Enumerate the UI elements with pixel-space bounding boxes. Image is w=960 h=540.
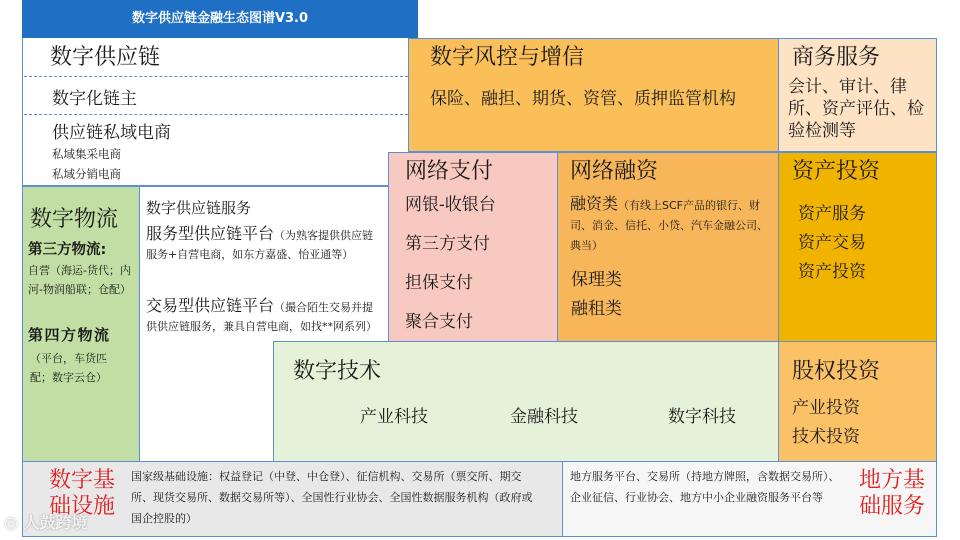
payment-item: 聚合支付 [405,312,473,332]
third-party-logistics-title: 第三方物流: [28,242,107,258]
digital-supply-chain-heading: 数字供应链 [50,45,161,70]
third-party-logistics-desc: 自营（海运-货代；内河-物润船联；仓配） [28,264,131,296]
asset-item: 资产投资 [798,262,866,282]
network-payment-heading: 网络支付 [405,159,494,184]
business-services-items: 会计、审计、律所、资产评估、检验检测等 [788,77,924,141]
collect-ecom-label: 私域集采电商 [52,147,121,161]
chain-master-label: 数字化链主 [52,89,137,109]
supply-chain-services-heading: 数字供应链服务 [146,199,252,217]
distribute-ecom-label: 私域分销电商 [52,167,121,181]
digital-infrastructure-desc: 国家级基础设施：权益登记（中登、中仓登）、征信机构、交易所（票交所、期交所、现货交易所、数据交易所等）、全国性行业协会、全国性数据服务机构（政府或国企控股的） [131,470,533,525]
watermark-text: 人鼓跨境 [23,513,88,532]
equity-item: 技术投资 [792,427,860,447]
tech-item: 产业科技 [360,407,428,427]
loan-block [570,194,768,256]
trade-platform-desc: （撮合陌生交易并提供供应链服务，兼具自营电商，如找**网系列） [146,301,377,333]
risk-control-items: 保险、融担、期货、资管、质押监管机构 [430,89,736,109]
factoring-label: 保理类 [571,270,622,290]
dashed-divider [24,114,408,115]
payment-item: 第三方支付 [405,234,490,254]
asset-investment-heading: 资产投资 [792,159,881,184]
tech-item: 金融科技 [510,407,578,427]
watermark-icon: ◎ [4,513,18,532]
equity-investment-heading: 股权投资 [792,359,881,384]
fourth-party-logistics-desc: （平台，车货匹配；数字云仓） [30,352,107,384]
digital-infrastructure-heading: 数字基础设施 [48,468,115,519]
asset-item: 资产服务 [798,204,866,224]
risk-control-heading: 数字风控与增信 [430,45,585,70]
trade-platform-title: 交易型供应链平台 [146,296,275,315]
watermark-logo [4,510,88,533]
loan-title: 融资类 [570,194,619,213]
fourth-party-logistics-title: 第四方物流 [28,326,111,344]
leasing-label: 融租类 [571,299,622,319]
dashed-divider [24,76,408,77]
service-platform-title: 服务型供应链平台 [146,224,275,243]
payment-item: 网银-收银台 [405,195,496,215]
local-services-desc: 地方服务平台、交易所（持地方牌照，含数据交易所）、企业征信、行业协会、地方中小企业融资服务平台等 [570,470,840,504]
private-ecom-label: 供应链私域电商 [52,123,171,143]
payment-item: 担保支付 [405,273,473,293]
tech-item: 数字科技 [668,407,736,427]
digital-tech-heading: 数字技术 [293,359,382,384]
page-title: 数字供应链金融生态图谱V3.0 [131,11,309,26]
service-platform-block [146,224,382,264]
loan-desc: （有线上SCF产品的银行、财司、消金、信托、小贷、汽车金融公司、典当） [570,199,768,252]
local-services-heading: 地方基础服务 [858,468,925,519]
business-services-heading: 商务服务 [792,45,881,70]
service-platform-desc: （为熟客提供供应链服务+自营电商，如东方嘉盛、怡亚通等） [146,229,374,261]
network-financing-heading: 网络融资 [570,159,659,184]
asset-item: 资产交易 [798,233,866,253]
trade-platform-block [146,296,382,336]
digital-logistics-heading: 数字物流 [30,207,119,232]
equity-item: 产业投资 [792,398,860,418]
